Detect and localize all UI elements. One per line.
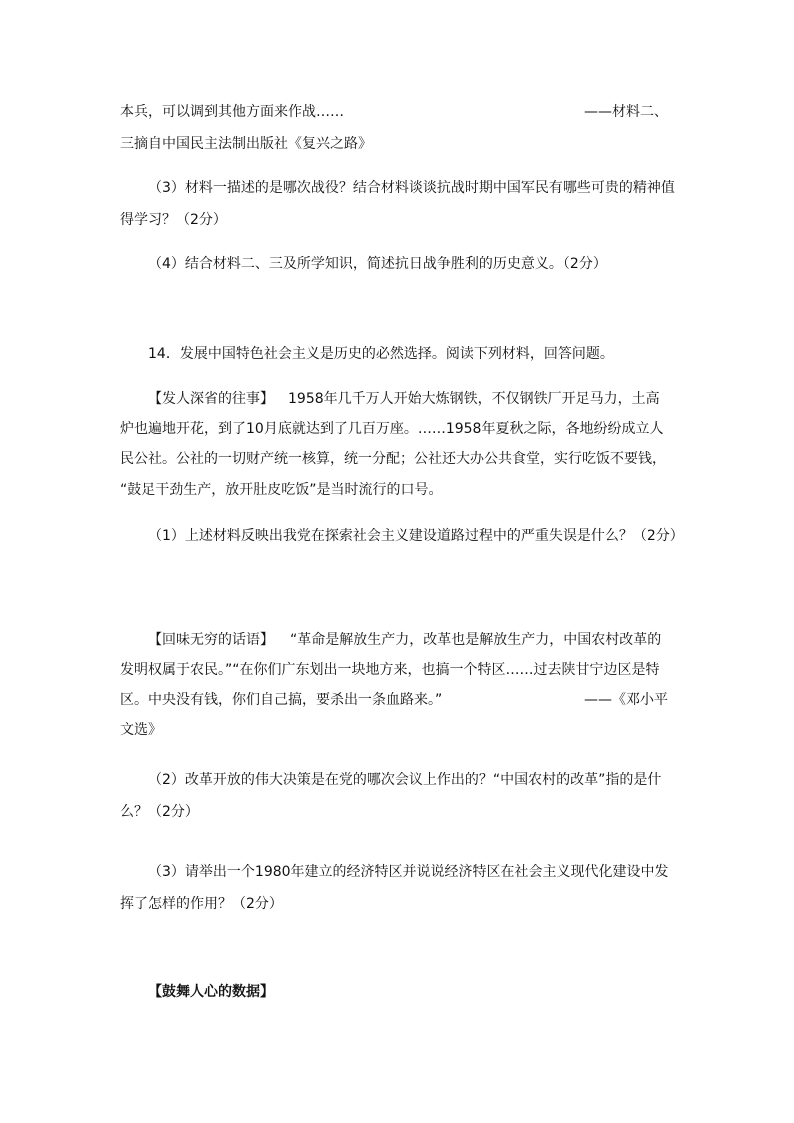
section-2-line-2: 发明权属于农民。”“在你们广东划出一块地方来，也搞一个特区……过去陕甘宁边区是特 (120, 662, 660, 678)
section-title-past-events: 【发人深省的往事】 (148, 391, 274, 407)
section-1-line-4: “鼓足干劲生产，放开肚皮吃饭”是当时流行的口号。 (120, 482, 443, 498)
question-14-intro: 14．发展中国特色社会主义是历史的必然选择。阅读下列材料，回答问题。 (148, 346, 614, 362)
section-title-memorable-words: 【回味无穷的话语】 (148, 632, 274, 648)
material-line-1: 本兵，可以调到其他方面来作战…… (120, 104, 344, 120)
question-14-2-line-1: （2）改革开放的伟大决策是在党的哪次会议上作出的？“中国农村的改革”指的是什 (148, 772, 662, 788)
question-14-3-line-2: 挥了怎样的作用？（2分） (120, 896, 283, 912)
section-2-attribution: ——《邓小平 (584, 692, 668, 708)
question-14-1: （1）上述材料反映出我党在探索社会主义建设道路过程中的严重失误是什么？（2分） (148, 528, 684, 544)
section-1-line-2: 炉也遍地开花，到了10月底就达到了几百万座。……1958年夏秋之际，各地纷纷成立人 (120, 421, 664, 437)
question-4-line-1: （4）结合材料二、三及所学知识，简述抗日战争胜利的历史意义。（2分） (148, 256, 607, 272)
section-1-line-3: 民公社。公社的一切财产统一核算，统一分配；公社还大办公共食堂，实行吃饭不要钱， (120, 451, 666, 467)
question-14-3-line-1: （3）请举出一个1980年建立的经济特区并说说经济特区在社会主义现代化建设中发 (148, 864, 669, 880)
material-line-2: 三摘自中国民主法制出版社《复兴之路》 (120, 136, 372, 152)
question-14-2-line-2: 么？（2分） (120, 804, 199, 820)
section-2-line-4: 文选》 (120, 722, 162, 738)
section-title-inspiring-data: 【鼓舞人心的数据】 (148, 984, 274, 1000)
question-3-line-1: （3）材料一描述的是哪次战役？结合材料谈谈抗战时期中国军民有哪些可贵的精神值 (148, 180, 675, 196)
section-1-line-1: 1958年几千万人开始大炼钢铁，不仅钢铁厂开足马力，土高 (288, 391, 660, 407)
question-3-line-2: 得学习？（2分） (120, 212, 227, 228)
material-attribution: ——材料二、 (584, 104, 668, 120)
section-2-line-3: 区。中央没有钱，你们自己搞，要杀出一条血路来。” (120, 692, 443, 708)
section-2-line-1: “革命是解放生产力，改革也是解放生产力，中国农村改革的 (290, 632, 662, 648)
